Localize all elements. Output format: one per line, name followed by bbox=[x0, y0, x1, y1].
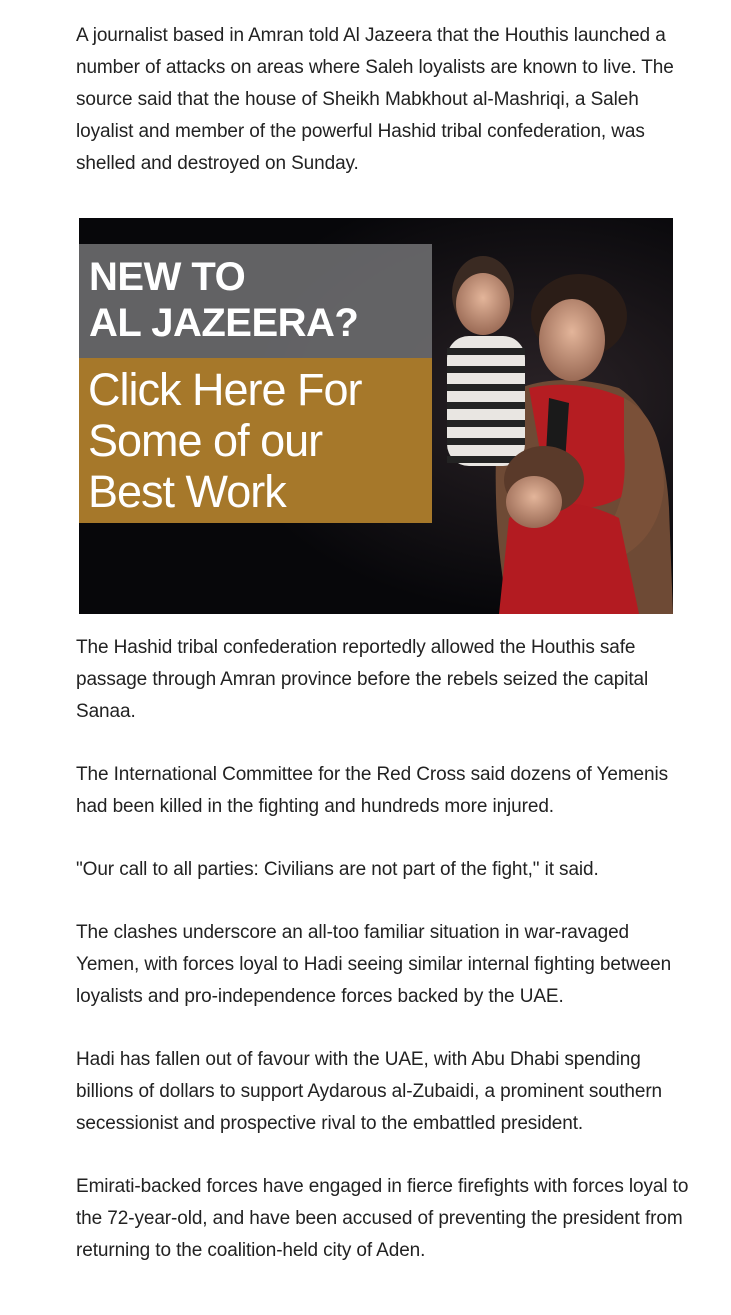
promo-headline-line-1: NEW TO bbox=[89, 255, 246, 299]
paragraph: "Our call to all parties: Civilians are not part of the fight," it said. bbox=[76, 859, 599, 880]
promo-call-to-action[interactable] bbox=[79, 358, 432, 523]
paragraph: Hadi has fallen out of favour with the UAE, with Abu Dhabi spending billions of dollars to support Aydarous al-Zubaidi, a prominent southern secessionist and prospective rival to the embattled president. bbox=[76, 1049, 663, 1134]
promo-headline-line-2: AL JAZEERA? bbox=[89, 301, 359, 345]
paragraph: The International Committee for the Red Cross said dozens of Yemenis had been killed in the fighting and hundreds more injured. bbox=[76, 764, 669, 817]
promo-cta-line-2: Some of our bbox=[88, 415, 323, 466]
paragraph: Emirati-backed forces have engaged in fierce firefights with forces loyal to the 72-year-old, and have been accused of preventing the president from returning to the coalition-held city of Aden. bbox=[76, 1176, 689, 1261]
promo-headline bbox=[79, 244, 432, 358]
paragraph: The Hashid tribal confederation reportedly allowed the Houthis safe passage through Amran province before the rebels seized the capital Sanaa. bbox=[76, 637, 649, 722]
article-body bbox=[76, 20, 696, 1267]
paragraph: The clashes underscore an all-too familiar situation in war-ravaged Yemen, with forces loyal to Hadi seeing similar internal fighting between loyalists and pro-independence forces backed by the UAE. bbox=[76, 922, 672, 1007]
promo-cta-line-3: Best Work bbox=[88, 466, 286, 517]
paragraph-intro: A journalist based in Amran told Al Jazeera that the Houthis launched a number of attacks on areas where Saleh loyalists are known to live. The source said that the house of Sheikh Mabkhout al-Mashriqi, a Saleh loyalist and member of the powerful Hashid tribal confederation, was shelled and destroyed on Sunday. bbox=[76, 25, 674, 174]
promo-banner[interactable] bbox=[79, 218, 673, 614]
promo-cta-line-1: Click Here For bbox=[88, 364, 362, 415]
